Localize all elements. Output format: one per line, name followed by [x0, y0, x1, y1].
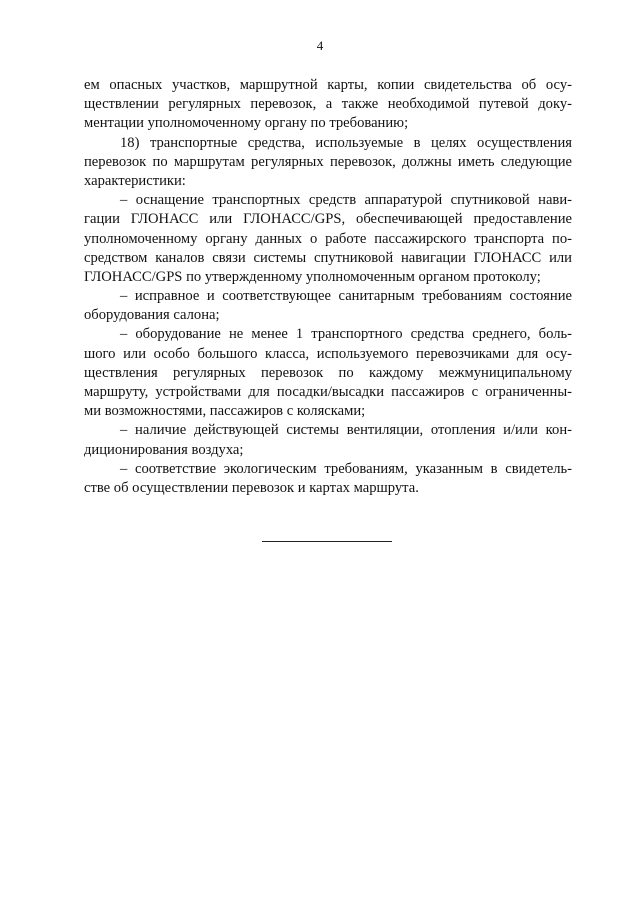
text-line: ществлении регулярных перевозок, а также необходимой путевой доку-	[84, 96, 572, 113]
text-line: средством каналов связи системы спутниковой навигации ГЛОНАСС или	[84, 249, 572, 266]
text-line: перевозок по маршрутам регулярных перевозок, должны иметь следующие	[84, 153, 572, 170]
text-line: ментации уполномоченному органу по требованию;	[84, 115, 409, 132]
text-line: стве об осуществлении перевозок и картах маршрута.	[84, 479, 419, 496]
text-line: – наличие действующей системы вентиляции, отопления и/или кон-	[120, 422, 572, 439]
text-line: ГЛОНАСС/GPS по утвержденному уполномоченным органом протоколу;	[84, 268, 541, 285]
end-separator-line	[262, 541, 392, 542]
text-line: оборудования салона;	[84, 307, 220, 324]
text-line: ществления регулярных перевозок по каждому межмуниципальному	[84, 364, 572, 381]
text-line: 18) транспортные средства, используемые в целях осуществления	[120, 134, 572, 151]
text-line: – соответствие экологическим требованиям, указанным в свидетель-	[120, 460, 572, 477]
text-line: – исправное и соответствующее санитарным требованиям состояние	[120, 288, 572, 305]
text-line: диционирования воздуха;	[84, 441, 244, 458]
page-number: 4	[316, 38, 324, 53]
text-line: маршруту, устройствами для посадки/высадки пассажиров с ограниченны-	[84, 384, 572, 400]
text-line: ем опасных участков, маршрутной карты, копии свидетельства об осу-	[84, 77, 572, 93]
document-body	[84, 76, 572, 498]
text-line: – оснащение транспортных средств аппаратурой спутниковой нави-	[120, 192, 572, 209]
text-line: характеристики:	[84, 172, 186, 189]
text-line: ми возможностями, пассажиров с колясками;	[84, 403, 366, 420]
text-line: уполномоченному органу данных о работе пассажирского транспорта по-	[84, 230, 572, 247]
text-line: шого или особо большого класса, используемого перевозчиками для осу-	[84, 345, 572, 362]
text-line: гации ГЛОНАСС или ГЛОНАСС/GPS, обеспечивающей предоставление	[84, 211, 572, 228]
text-line: – оборудование не менее 1 транспортного средства среднего, боль-	[120, 326, 572, 343]
